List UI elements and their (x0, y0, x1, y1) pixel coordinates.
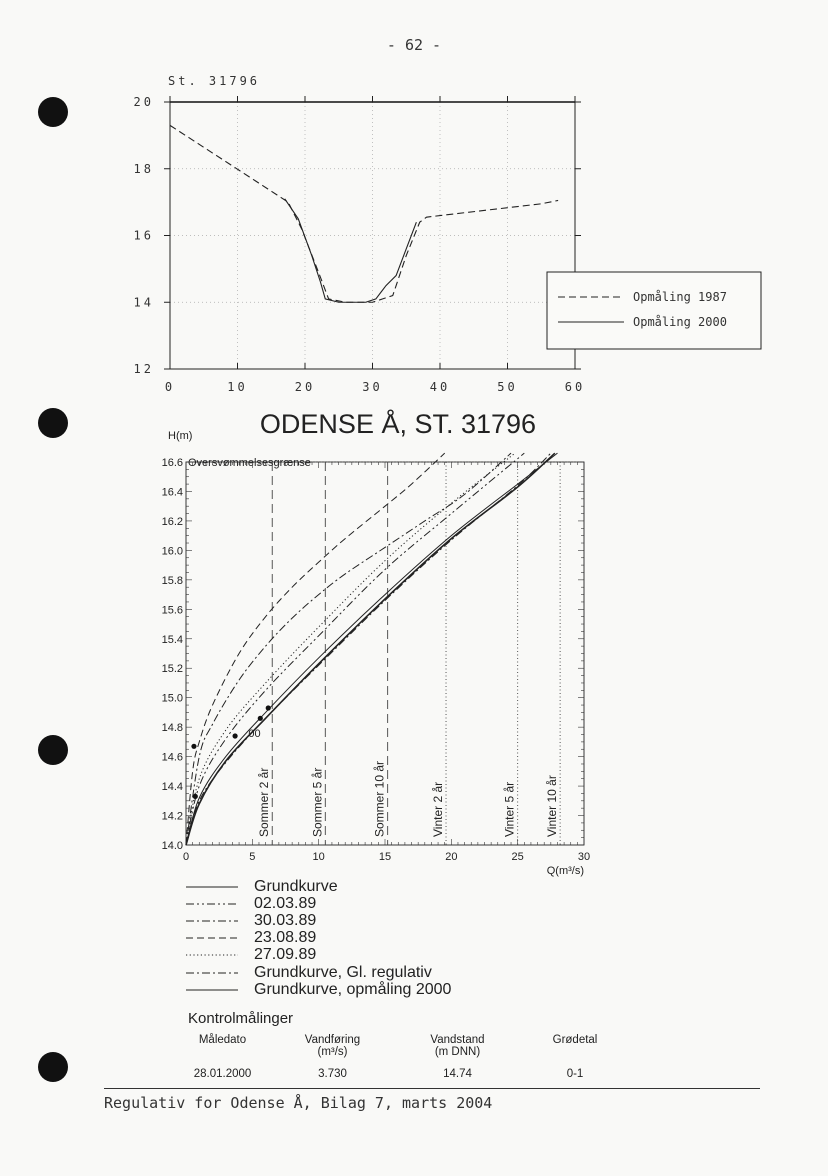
header-grade: Grødetal (552, 1034, 598, 1046)
y-tick-label: 12 (133, 362, 154, 376)
legend-swatch (186, 985, 238, 995)
legend-item (186, 912, 451, 929)
control-point (232, 733, 237, 738)
x-tick-label: 30 (577, 851, 591, 863)
control-point (191, 744, 196, 749)
rating-curve-chart (0, 400, 828, 880)
y-tick-label: 14.0 (161, 840, 183, 852)
y-tick-label: 14 (133, 295, 154, 310)
header-date: Måledato (198, 1034, 247, 1046)
legend-label: Grundkurve, opmåling 2000 (254, 980, 452, 998)
control-point (258, 716, 263, 721)
legend-swatch (186, 968, 238, 978)
point-annotation: 00 (248, 728, 261, 741)
legend-item (186, 981, 451, 998)
page-number: - 62 - (386, 36, 442, 54)
x-tick-label: 50 (497, 380, 518, 394)
legend-box (547, 272, 761, 349)
x-tick-label: 0 (182, 851, 190, 863)
binder-hole-4 (38, 1052, 68, 1082)
legend-label: Opmåling 2000 (633, 315, 727, 329)
return-period-label: Sommer 5 år (310, 767, 325, 837)
x-tick-label: 30 (362, 380, 383, 394)
return-period-label: Vinter 10 år (545, 775, 560, 837)
kontrol-table (180, 1034, 635, 1080)
legend-item (186, 895, 451, 912)
return-period-label: Vinter 5 år (502, 781, 517, 837)
x-tick-label: 20 (294, 380, 316, 394)
legend-swatch (186, 933, 238, 943)
legend-item (186, 878, 451, 895)
kontrol-title: Kontrolmålinger (188, 1010, 294, 1027)
legend-swatch (186, 882, 238, 892)
cell-date: 28.01.2000 (193, 1068, 252, 1080)
y-tick-label: 15.4 (161, 633, 183, 646)
rating-curve-legend (186, 878, 451, 998)
y-tick-label: 14.8 (161, 722, 183, 735)
legend-label: 23.08.89 (254, 929, 317, 947)
y-tick-label: 14.6 (161, 751, 183, 764)
y-tick-label: 15.8 (161, 574, 183, 587)
y-tick-label: 15.2 (161, 663, 183, 676)
legend-item (186, 930, 451, 947)
rating-curve (186, 453, 511, 845)
legend-label: Opmåling 1987 (633, 290, 727, 304)
rating-curve (186, 453, 515, 845)
legend-item (186, 964, 451, 981)
series-line (285, 199, 417, 302)
chart-title: St. 31796 (168, 74, 261, 88)
return-period-label: Vinter 2 år (431, 781, 446, 837)
x-tick-label: 0 (164, 380, 176, 394)
x-tick-label: 10 (227, 380, 248, 394)
x-tick-label: 60 (564, 380, 586, 394)
y-tick-label: 15.6 (161, 604, 183, 617)
table-row (180, 1058, 635, 1080)
y-tick-label: 15.0 (161, 692, 183, 705)
legend-item (186, 947, 451, 964)
y-tick-label: 18 (133, 161, 154, 176)
control-point (266, 705, 271, 710)
rating-curve (186, 453, 555, 845)
threshold-label: Oversvømmelsesgrænse (188, 457, 311, 469)
cell-level: 14.74 (443, 1068, 472, 1080)
y-tick-label: 20 (133, 95, 154, 109)
cross-section-chart (0, 0, 828, 410)
x-axis-label: Q(m³/s) (546, 865, 584, 877)
legend-label: 30.03.89 (254, 911, 317, 929)
header-level: Vandstand (m DNN) (430, 1034, 485, 1058)
legend-swatch (186, 950, 238, 960)
x-tick-label: 20 (445, 851, 458, 863)
cell-flow: 3.730 (318, 1068, 347, 1080)
return-period-label: Sommer 2 år (257, 767, 272, 837)
y-tick-label: 16.0 (161, 545, 183, 558)
legend-label: Grundkurve (254, 877, 338, 895)
y-tick-label: 14.2 (161, 810, 183, 823)
y-tick-label: 16.4 (161, 486, 183, 499)
y-tick-label: 14.4 (161, 781, 183, 794)
cross-section-legend (547, 272, 761, 349)
legend-label: 27.09.89 (254, 946, 317, 964)
y-tick-label: 16.2 (161, 515, 183, 528)
footer-rule (104, 1088, 760, 1089)
header-flow: Vandføring (m³/s) (304, 1034, 361, 1058)
legend-label: 02.03.89 (254, 894, 317, 912)
legend-swatch (186, 916, 238, 926)
legend-swatch (186, 899, 238, 909)
control-point (193, 794, 198, 799)
y-axis-label: H(m) (168, 430, 193, 442)
x-tick-label: 10 (312, 851, 325, 863)
cell-grade: 0-1 (566, 1068, 584, 1080)
x-tick-label: 5 (249, 851, 256, 863)
legend-label: Grundkurve, Gl. regulativ (254, 963, 432, 981)
kontrol-header-row (180, 1034, 635, 1058)
y-tick-label: 16.6 (161, 457, 183, 469)
y-tick-label: 16 (133, 228, 154, 243)
chart-title: ODENSE Å, ST. 31796 (259, 409, 537, 439)
x-tick-label: 25 (511, 851, 524, 863)
return-period-label: Sommer 10 år (372, 760, 387, 837)
rating-curve (186, 453, 524, 845)
x-tick-label: 15 (378, 851, 392, 863)
series-line (170, 125, 558, 302)
rating-curve (186, 453, 551, 845)
footer-text: Regulativ for Odense Å, Bilag 7, marts 2004 (104, 1094, 493, 1112)
x-tick-label: 40 (429, 380, 451, 394)
